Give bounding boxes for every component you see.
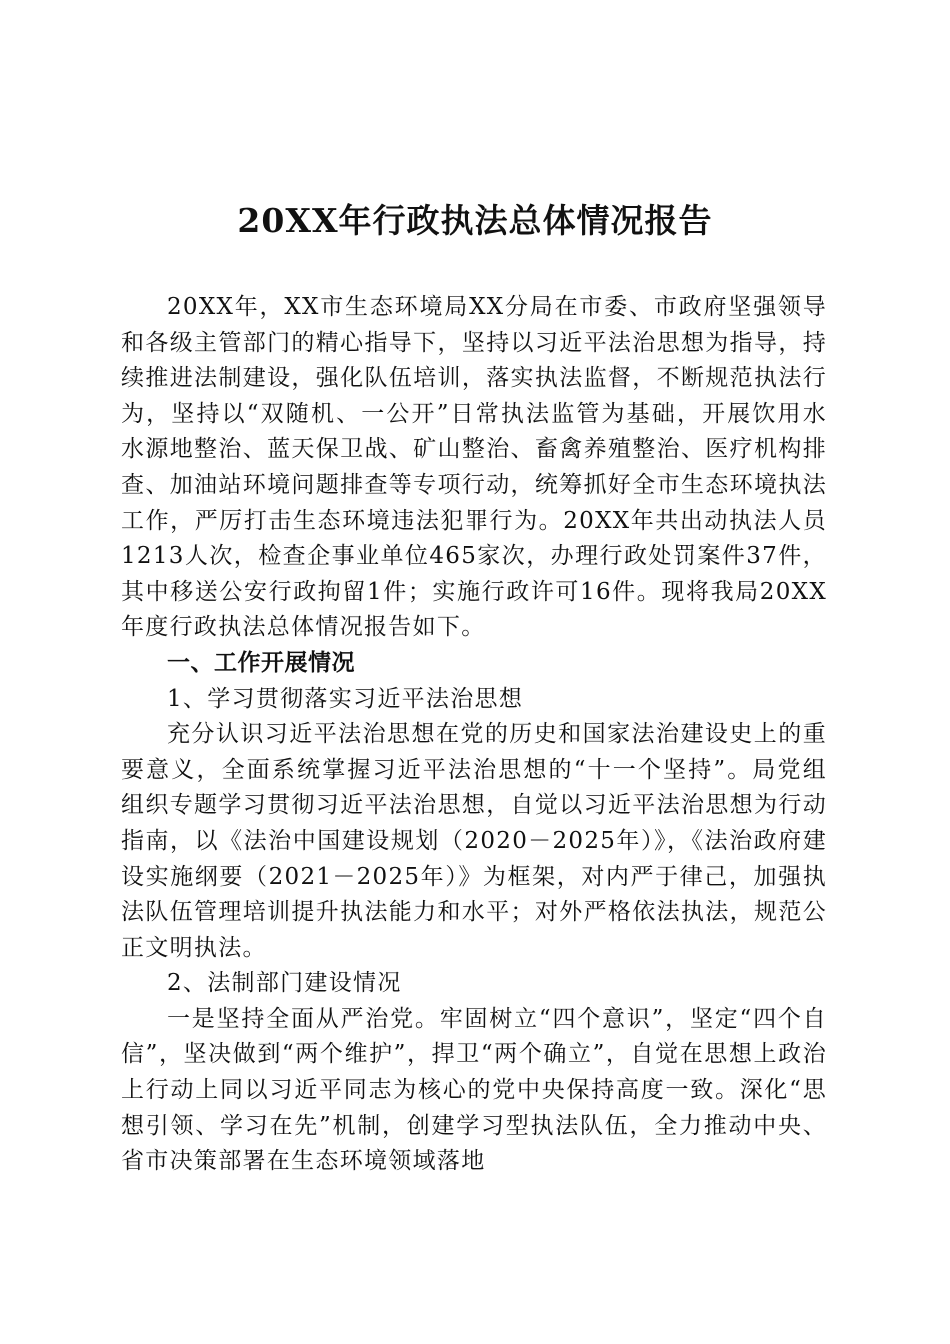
section-heading-work-status: 一、工作开展情况 — [167, 649, 355, 676]
document-title: 20XX年行政执法总体情况报告 — [237, 201, 713, 240]
intro-paragraph: 20XX年，XX市生态环境局XX分局在市委、市政府坚强领导和各级主管部门的精心指导下，坚持以习近平法治思想为指导，持续推进法制建设，强化队伍培训，落实执法监督，不断规范执法行为，坚持以“双随机、一公开”日常执法监管为基础，开展饮用水水源地整治、蓝天保卫战、矿山整治、畜禽养殖整治、医疗机构排查、加油站环境问题排查等专项行动，统筹抓好全市生态环境执法工作，严厉打击生态环境违法犯罪行为。20XX年共出动执法人员1213人次，检查企事业单位465家次，办理行政处罚案件37件，其中移送公安行政拘留1件；实施行政许可16件。现将我局20XX年度行政执法总体情况报告如下。 — [121, 294, 827, 641]
legal-department-paragraph: 一是坚持全面从严治党。牢固树立“四个意识”，坚定“四个自信”，坚决做到“两个维护”，捍卫“两个确立”，自觉在思想上政治上行动上同以习近平同志为核心的党中央保持高度一致。深化“思想引领、学习在先”机制，创建学习型执法队伍，全力推动中央、省市决策部署在生态环境领域落地 — [121, 1005, 827, 1175]
subsection-heading-study-thought: 1、学习贯彻落实习近平法治思想 — [167, 685, 524, 712]
study-thought-paragraph: 充分认识习近平法治思想在党的历史和国家法治建设史上的重要意义，全面系统掌握习近平法治思想的“十一个坚持”。局党组组织专题学习贯彻习近平法治思想，自觉以习近平法治思想为行动指南，以《法治中国建设规划（2020－2025年）》，《法治政府建设实施纲要（2021－2025年）》为框架，对内严于律己，加强执法队伍管理培训提升执法能力和水平；对外严格依法执法，规范公正文明执法。 — [121, 721, 827, 961]
subsection-heading-legal-department: 2、法制部门建设情况 — [167, 970, 402, 997]
document-body — [121, 290, 827, 1180]
